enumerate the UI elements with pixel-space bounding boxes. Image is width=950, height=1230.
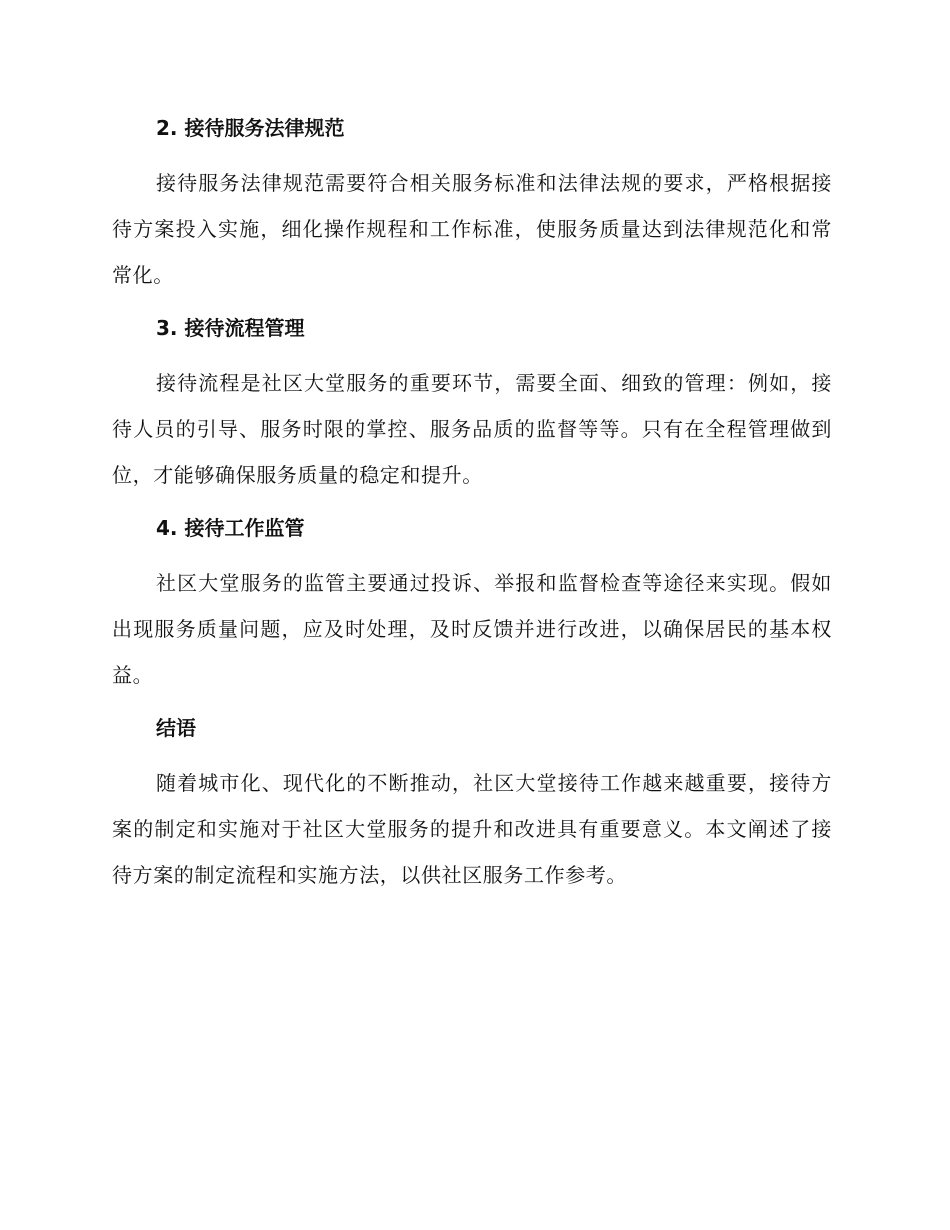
- section-heading-process-management: 3. 接待流程管理: [156, 316, 305, 340]
- section-paragraph-conclusion: 随着城市化、现代化的不断推动，社区大堂接待工作越来越重要，接待方案的制定和实施对于社区大堂服务的提升和改进具有重要意义。本文阐述了接待方案的制定流程和实施方法，以供社区服务工作参考。: [112, 771, 832, 887]
- section-paragraph-supervision: 社区大堂服务的监管主要通过投诉、举报和监督检查等途径来实现。假如出现服务质量问题，应及时处理，及时反馈并进行改进，以确保居民的基本权益。: [112, 571, 832, 687]
- section-paragraph-legal-norms: 接待服务法律规范需要符合相关服务标准和法律法规的要求，严格根据接待方案投入实施，细化操作规程和工作标准，使服务质量达到法律规范化和常常化。: [112, 171, 832, 287]
- document-body: [112, 112, 832, 912]
- section-heading-legal-norms: 2. 接待服务法律规范: [156, 116, 345, 140]
- section-heading-conclusion: 结语: [156, 716, 196, 740]
- section-paragraph-process-management: 接待流程是社区大堂服务的重要环节，需要全面、细致的管理：例如，接待人员的引导、服务时限的掌控、服务品质的监督等等。只有在全程管理做到位，才能够确保服务质量的稳定和提升。: [112, 371, 832, 487]
- section-heading-supervision: 4. 接待工作监管: [156, 516, 305, 540]
